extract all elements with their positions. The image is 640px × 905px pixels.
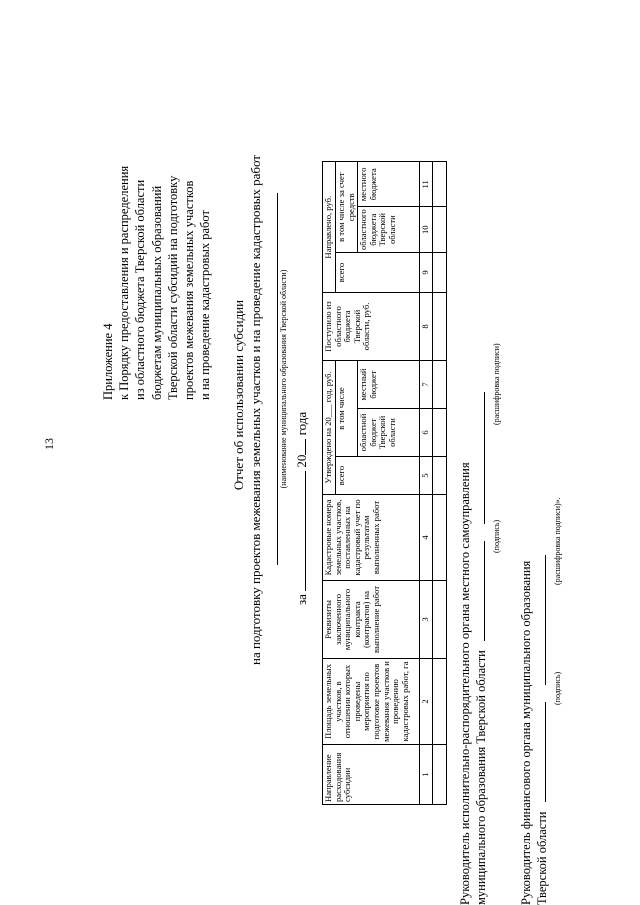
head-decode-caption: (расшифровка подписи) bbox=[492, 343, 501, 425]
column-number: 11 bbox=[420, 162, 433, 207]
data-cell[interactable] bbox=[432, 495, 446, 581]
data-cell[interactable] bbox=[432, 361, 446, 409]
header-contract: Реквизиты заключенного муниципального контракта (контрактов) на выполнение работ bbox=[323, 581, 420, 659]
header-directed-total: всего bbox=[336, 253, 420, 293]
header-approved-regional: областной бюджет Тверской области bbox=[358, 409, 420, 457]
finance-signature-caption: (подпись) bbox=[553, 671, 562, 705]
column-number: 5 bbox=[420, 457, 433, 495]
appendix-line: из областного бюджета Тверской области bbox=[133, 179, 148, 400]
header-approved-local: местный бюджет bbox=[358, 361, 420, 409]
column-number: 10 bbox=[420, 207, 433, 253]
period-blank[interactable] bbox=[293, 471, 306, 591]
data-cell[interactable] bbox=[432, 207, 446, 253]
header-approved-total: всего bbox=[336, 457, 420, 495]
column-number: 6 bbox=[420, 409, 433, 457]
header-approved-including: в том числе bbox=[336, 361, 358, 457]
report-title: Отчет об использовании субсидии bbox=[231, 299, 246, 491]
appendix-line: Тверской области субсидий на подготовку bbox=[165, 175, 180, 400]
appendix-line: Приложение 4 bbox=[101, 323, 115, 400]
finance-decode-caption: (расшифровка подписи)». bbox=[553, 497, 562, 585]
column-number: 8 bbox=[420, 293, 433, 361]
data-cell[interactable] bbox=[432, 162, 446, 207]
report-table bbox=[322, 161, 447, 805]
header-received: Поступило из областного бюджета Тверской области, руб. bbox=[323, 293, 420, 361]
data-cell[interactable] bbox=[432, 409, 446, 457]
period-suffix: года bbox=[294, 411, 309, 436]
header-directed-regional: областного бюджета Тверской области bbox=[358, 207, 420, 253]
header-directed: Направлено, руб. bbox=[323, 162, 336, 293]
finance-title-text: Тверской области bbox=[535, 811, 549, 905]
header-approved: Утверждено на 20___ год, руб. bbox=[323, 361, 336, 495]
page-number: 13 bbox=[42, 438, 56, 450]
period-prefix: за bbox=[294, 594, 309, 605]
finance-decode-line[interactable] bbox=[534, 555, 546, 685]
head-signature-block bbox=[458, 392, 489, 905]
finance-title-line1: Руководитель финансового органа муниципального образования bbox=[519, 560, 533, 905]
data-cell[interactable] bbox=[432, 253, 446, 293]
column-number: 1 bbox=[420, 745, 433, 805]
appendix-line: к Порядку предоставления и распределения bbox=[117, 165, 132, 400]
finance-signature-line[interactable] bbox=[534, 702, 546, 802]
data-cell[interactable] bbox=[432, 457, 446, 495]
column-number: 2 bbox=[420, 659, 433, 745]
head-title-text: муниципального образования Тверской области bbox=[474, 650, 488, 905]
report-period bbox=[293, 412, 310, 605]
municipality-field[interactable] bbox=[277, 193, 278, 565]
header-direction: Направление расходования субсидии bbox=[323, 745, 420, 805]
column-number: 7 bbox=[420, 361, 433, 409]
header-area: Площадь земельных участков, в отношении которых проведены мероприятия по подготовке проектов межевания участков и проведению кадастровых работ, га bbox=[323, 659, 420, 745]
appendix-line: проектов межевания земельных участков bbox=[182, 180, 197, 400]
head-signature-line[interactable] bbox=[473, 541, 485, 641]
period-year-blank[interactable] bbox=[293, 439, 306, 455]
data-cell[interactable] bbox=[432, 745, 446, 805]
data-cell[interactable] bbox=[432, 293, 446, 361]
finance-signature-block bbox=[519, 555, 550, 905]
column-number: 9 bbox=[420, 253, 433, 293]
report-subtitle: на подготовку проектов межевания земельных участков и на проведение кадастровых работ bbox=[248, 155, 263, 666]
data-cell[interactable] bbox=[432, 581, 446, 659]
finance-title-line2 bbox=[534, 555, 550, 905]
column-number: 3 bbox=[420, 581, 433, 659]
head-signature-caption: (подпись) bbox=[492, 519, 501, 553]
appendix-line: и на проведение кадастровых работ bbox=[198, 210, 213, 400]
header-cadastral: Кадастровые номера земельных участков, поставленных на кадастровый учет по результатам выполненных работ bbox=[323, 495, 420, 581]
head-title-line2 bbox=[473, 392, 489, 905]
appendix-note bbox=[100, 40, 213, 400]
data-cell[interactable] bbox=[432, 659, 446, 745]
period-year-prefix: 20 bbox=[294, 454, 309, 468]
appendix-line: бюджетам муниципальных образований bbox=[149, 185, 164, 400]
column-number: 4 bbox=[420, 495, 433, 581]
head-decode-line[interactable] bbox=[473, 392, 485, 524]
head-title-line1: Руководитель исполнительно-распорядительного органа местного самоуправления bbox=[458, 462, 472, 905]
header-directed-local: местного бюджета bbox=[358, 162, 420, 207]
header-directed-including: в том числе за счет средств bbox=[336, 162, 358, 253]
municipality-caption: (наименование муниципального образования Тверской области) bbox=[279, 269, 288, 489]
